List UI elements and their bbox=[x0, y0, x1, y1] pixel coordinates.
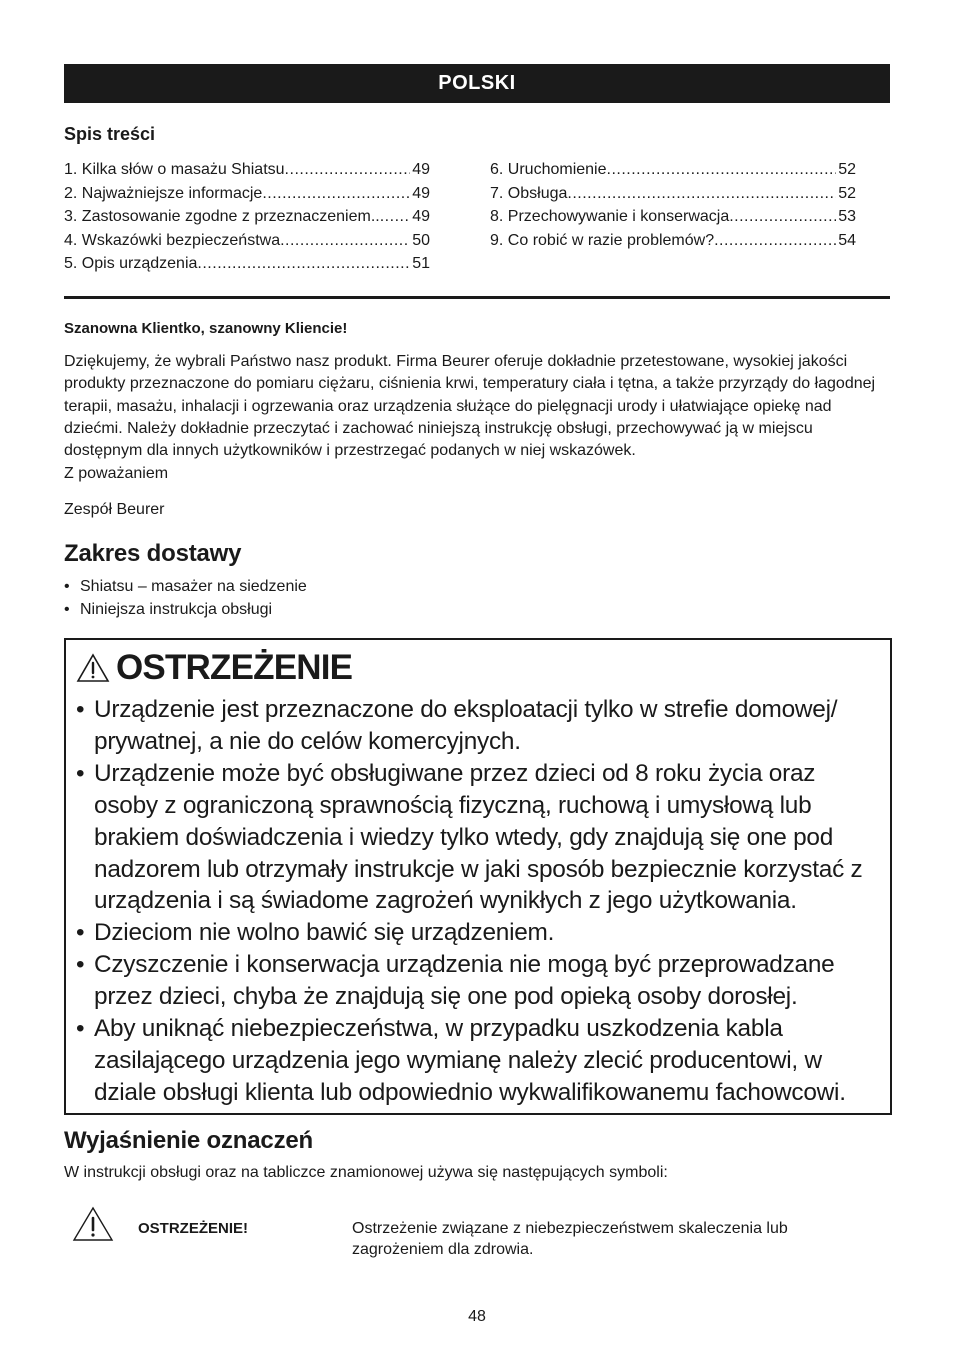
warning-title bbox=[76, 648, 352, 688]
warning-triangle-icon bbox=[72, 1206, 114, 1242]
symbols-heading: Wyjaśnienie oznaczeń bbox=[64, 1127, 313, 1154]
toc-entry[interactable] bbox=[64, 252, 430, 276]
toc-entry[interactable] bbox=[64, 182, 430, 206]
toc-entry-label: 2. Najważniejsze informacje bbox=[64, 184, 263, 202]
list-item: • Dzieciom nie wolno bawić się urządzeniem. bbox=[76, 917, 884, 949]
list-item: • Czyszczenie i konserwacja urządzenia nie mogą być przeprowadzane przez dzieci, chyba że znajdują się one pod opieką osoby dorosłej. bbox=[76, 949, 884, 1013]
toc-entry[interactable] bbox=[490, 229, 856, 253]
section-divider bbox=[64, 296, 890, 299]
list-item: • Niniejsza instrukcja obsługi bbox=[64, 598, 307, 621]
greeting: Szanowna Klientko, szanowny Kliencie! bbox=[64, 320, 348, 337]
toc-entry-label: 8. Przechowywanie i konserwacja bbox=[490, 208, 730, 225]
toc-entry-label: 6. Uruchomienie bbox=[490, 161, 607, 178]
list-item: • Urządzenie może być obsługiwane przez dzieci od 8 roku życia oraz osoby z ograniczoną sprawnością fizyczną, ruchową i umysłową lub brakiem doświadczenia i wiedzy tylko wtedy, gdy znajdują się one pod nadzorem lub otrzymały instrukcje w jaki sposób bezpiecznie korzystać z urządzenia i są świadome zagrożeń wynikłych z jego użytkowania. bbox=[76, 758, 884, 918]
page-number: 48 bbox=[468, 1308, 486, 1325]
symbol-description: Ostrzeżenie związane z niebezpieczeństwem skaleczenia lub zagrożeniem dla zdrowia. bbox=[352, 1220, 788, 1258]
warning-triangle-icon bbox=[76, 653, 110, 683]
toc-leader bbox=[714, 229, 836, 253]
toc-entry-label: 9. Co robić w razie problemów? bbox=[490, 231, 715, 249]
toc-column-right bbox=[490, 158, 856, 252]
toc-leader bbox=[280, 229, 410, 253]
toc-entry[interactable] bbox=[64, 229, 430, 253]
symbols-intro: W instrukcji obsługi oraz na tabliczce znamionowej używa się następujących symboli: bbox=[64, 1164, 668, 1181]
symbol-row bbox=[72, 1206, 892, 1266]
list-item: • Aby uniknąć niebezpieczeństwa, w przypadku uszkodzenia kabla zasilającego urządzenia jego wymianę należy zlecić producentowi, w dziale obsługi klienta lub odpowiednio wykwalifikowanemu fachowcowi. bbox=[76, 1013, 884, 1109]
warning-title-text: OSTRZEŻENIE bbox=[116, 648, 353, 687]
toc-entry-label: 1. Kilka słów o masażu Shiatsu bbox=[64, 161, 285, 178]
toc-entry-page: 54 bbox=[838, 231, 856, 249]
toc-entry[interactable] bbox=[490, 205, 856, 229]
toc-leader bbox=[607, 158, 837, 182]
signature: Zespół Beurer bbox=[64, 501, 165, 518]
symbol-label: OSTRZEŻENIE! bbox=[138, 1220, 249, 1237]
toc-leader bbox=[729, 205, 836, 229]
toc-leader bbox=[567, 182, 836, 206]
toc-entry-page: 49 bbox=[412, 184, 430, 202]
warning-box bbox=[64, 638, 892, 1115]
toc-title: Spis treści bbox=[64, 124, 156, 144]
toc-entry-label: 5. Opis urządzenia bbox=[64, 255, 198, 272]
toc-entry-label: 4. Wskazówki bezpieczeństwa bbox=[64, 231, 281, 249]
toc-entry-page: 50 bbox=[412, 231, 430, 249]
scope-list bbox=[64, 575, 307, 621]
toc-leader bbox=[285, 158, 411, 182]
warning-list bbox=[76, 694, 884, 1109]
intro-paragraph: Dziękujemy, że wybrali Państwo nasz produkt. Firma Beurer oferuje dokładnie przetestowane, wysokiej jakości produkty przeznaczone do pomiaru ciężaru, ciśnienia krwi, temperatury ciała i tętna, a także przyrządy do łagodnej terapii, masażu, inhalacji i ogrzewania oraz urządzenia służące do pielęgnacji urody i ułatwiające opiekę nad dziećmi. Należy dokładnie przeczytać i zachować niniejszą instrukcję obsługi, przechowywać ją w miejscu dostępnym dla innych użytkowników i przestrzegać podanych w niej wskazówek. bbox=[64, 353, 876, 460]
toc-entry-page: 49 bbox=[412, 208, 430, 225]
toc-entry-page: 49 bbox=[412, 161, 430, 178]
list-item: • Shiatsu – masażer na siedzenie bbox=[64, 575, 307, 598]
toc-entry-page: 51 bbox=[412, 255, 430, 272]
toc-leader bbox=[380, 205, 410, 229]
toc-entry-label: 3. Zastosowanie zgodne z przeznaczeniem.. bbox=[64, 208, 380, 225]
toc-entry[interactable] bbox=[490, 182, 856, 206]
toc-entry[interactable] bbox=[64, 205, 430, 229]
closing-line: Z poważaniem bbox=[64, 465, 169, 482]
toc-entry-label: 7. Obsługa bbox=[490, 184, 568, 202]
toc-entry[interactable] bbox=[64, 158, 430, 182]
toc-leader bbox=[197, 252, 410, 276]
toc-entry-page: 53 bbox=[838, 208, 856, 225]
toc-entry-page: 52 bbox=[838, 184, 856, 202]
toc-entry[interactable] bbox=[490, 158, 856, 182]
toc-column-left bbox=[64, 158, 430, 276]
list-item: • Urządzenie jest przeznaczone do eksploatacji tylko w strefie domowej/ prywatnej, a nie do celów komercyjnych. bbox=[76, 694, 884, 758]
scope-heading: Zakres dostawy bbox=[64, 540, 242, 567]
toc-leader bbox=[262, 182, 410, 206]
language-header: POLSKI bbox=[64, 64, 890, 103]
toc-entry-page: 52 bbox=[838, 161, 856, 178]
